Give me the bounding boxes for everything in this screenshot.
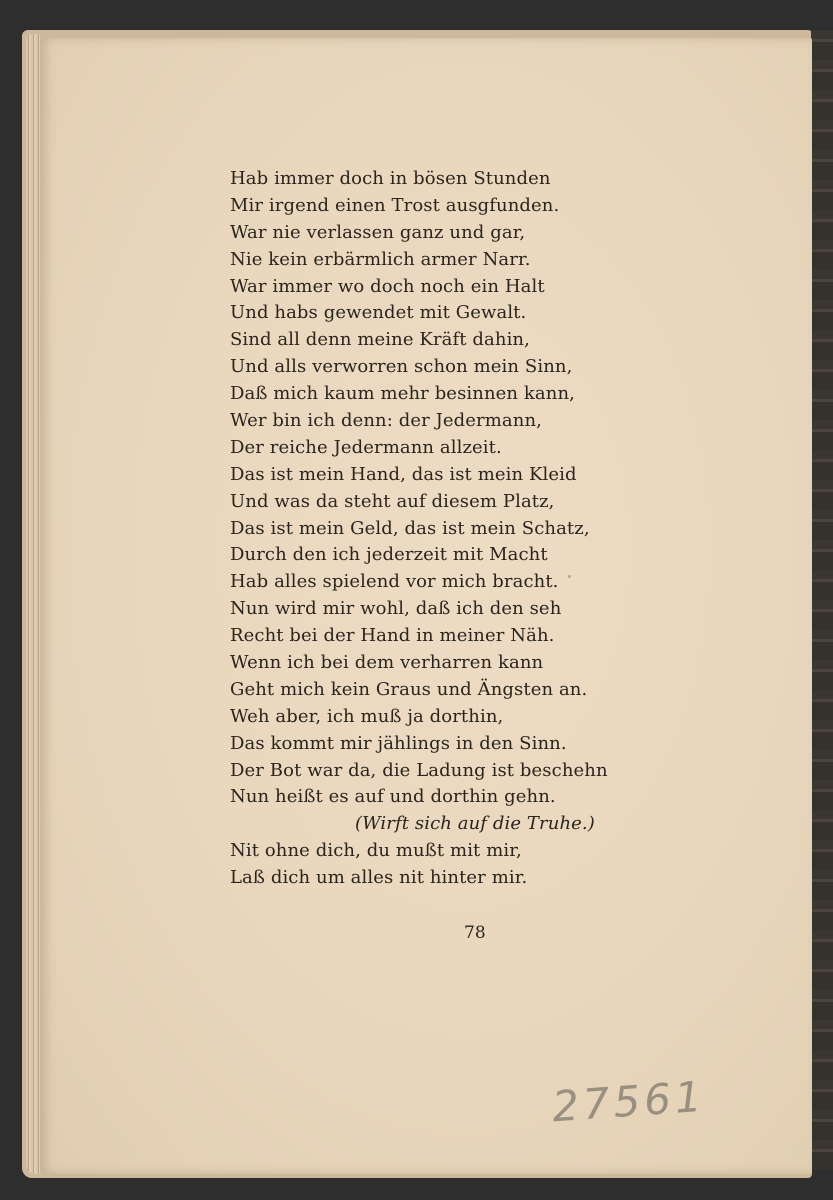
poem-text — [230, 166, 650, 892]
verse-line: Das ist mein Hand, das ist mein Kleid — [230, 463, 577, 485]
verse-line: Sind all denn meine Kräft dahin, — [230, 329, 530, 351]
verse-line: Recht bei der Hand in meiner Näh. — [230, 625, 555, 647]
page-sheet — [40, 38, 812, 1174]
verse-line: Und was da steht auf diesem Platz, — [230, 490, 555, 512]
stage-direction: (Wirft sich auf die Truhe.) — [355, 813, 595, 835]
verse-line: Weh aber, ich muß ja dorthin, — [230, 705, 504, 727]
verse-line: Nun heißt es auf und dorthin gehn. — [230, 786, 556, 808]
verse-line: Mir irgend einen Trost ausgfunden. — [230, 194, 560, 216]
verse-line: Nun wird mir wohl, daß ich den seh — [230, 598, 562, 620]
page-number: 78 — [464, 923, 486, 943]
verse-line: War immer wo doch noch ein Halt — [230, 275, 545, 297]
verse-line: Daß mich kaum mehr besinnen kann, — [230, 383, 575, 405]
verse-line: Laß dich um alles nit hinter mir. — [230, 867, 528, 889]
verse-line: Und alls verworren schon mein Sinn, — [230, 356, 573, 378]
verse-line: Durch den ich jederzeit mit Macht — [230, 544, 548, 566]
verse-line: Hab alles spielend vor mich bracht. — [230, 571, 559, 593]
verse-line: Hab immer doch in bösen Stunden — [230, 168, 551, 189]
verse-line: War nie verlassen ganz und gar, — [230, 221, 526, 243]
paper-speck — [568, 575, 571, 578]
verse-line: Wer bin ich denn: der Jedermann, — [230, 410, 542, 432]
verse-line: Nit ohne dich, du mußt mit mir, — [230, 840, 522, 862]
verse-line: Das ist mein Geld, das ist mein Schatz, — [230, 517, 590, 539]
verse-line: Der Bot war da, die Ladung ist beschehn — [230, 759, 608, 781]
ragged-right-edge — [811, 30, 833, 1170]
verse-line: Der reiche Jedermann allzeit. — [230, 436, 502, 458]
inventory-number: 27561 — [550, 1071, 708, 1132]
verse-line: Das kommt mir jählings in den Sinn. — [230, 732, 567, 754]
verse-line: Nie kein erbärmlich armer Narr. — [230, 248, 531, 270]
verse-line: Und habs gewendet mit Gewalt. — [230, 302, 527, 324]
verse-line: Wenn ich bei dem verharren kann — [230, 652, 544, 674]
verse-line: Geht mich kein Graus und Ängsten an. — [230, 678, 588, 700]
